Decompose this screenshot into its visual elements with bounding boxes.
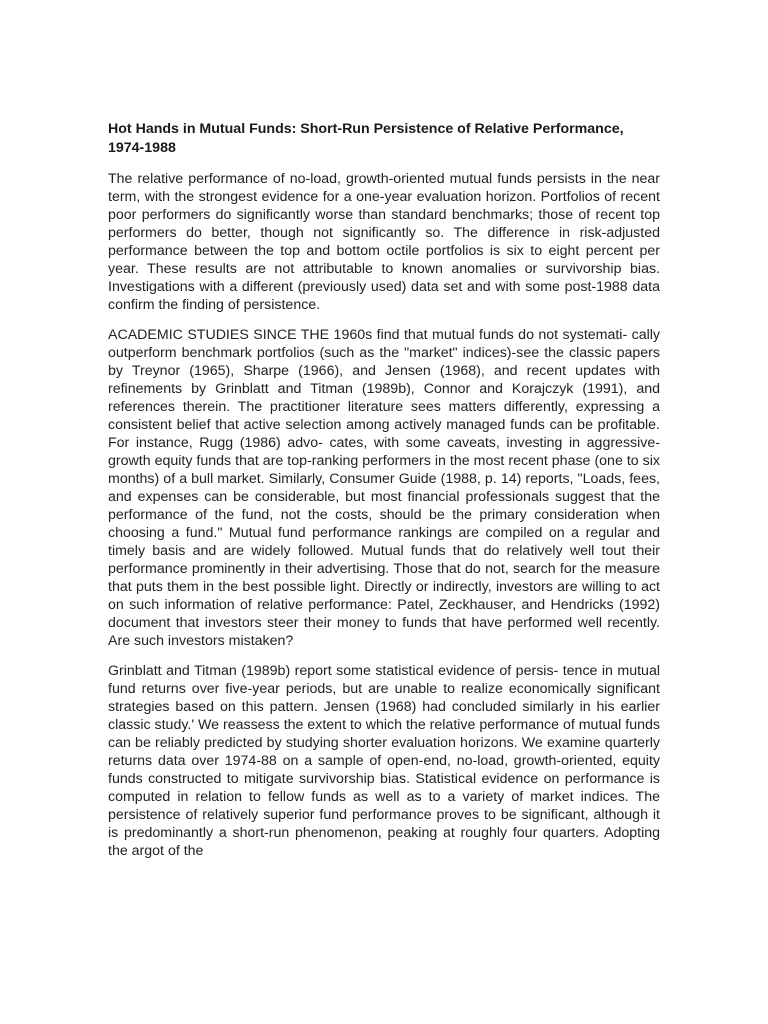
- body-paragraph-1: ACADEMIC STUDIES SINCE THE 1960s find that mutual funds do not systemati- cally outperform benchmark portfolios (such as the "market" indices)-see the classic papers by Treynor (1965), Sharpe (1966), and Jensen (1968), and recent updates with refinements by Grinblatt and Titman (1989b), Connor and Korajczyk (1991), and references therein. The practitioner literature sees matters differently, expressing a consistent belief that active selection among actively managed funds can be profitable. For instance, Rugg (1986) advo- cates, with some caveats, investing in aggressive-growth equity funds that are top-ranking performers in the most recent phase (one to six months) of a bull market. Similarly, Consumer Guide (1988, p. 14) reports, "Loads, fees, and expenses can be considerable, but most financial professionals suggest that the performance of the fund, not the costs, should be the primary consideration when choosing a fund." Mutual fund performance rankings are compiled on a regular and timely basis and are widely followed. Mutual funds that do relatively well tout their performance prominently in their advertising. Those that do not, search for the measure that puts them in the best possible light. Directly or indirectly, investors are willing to act on such information of relative performance: Patel, Zeckhauser, and Hendricks (1992) document that investors steer their money to funds that have performed well recently. Are such investors mistaken?: [108, 327, 660, 649]
- abstract-paragraph: The relative performance of no-load, growth-oriented mutual funds persists in the near term, with the strongest evidence for a one-year evaluation horizon. Portfolios of recent poor performers do significantly worse than standard benchmarks; those of recent top performers do better, though not significantly so. The difference in risk-adjusted performance between the top and bottom octile portfolios is six to eight percent per year. These results are not attributable to known anomalies or survivorship bias. Investigations with a different (previously used) data set and with some post-1988 data confirm the finding of persistence.: [108, 171, 660, 313]
- document-title: Hot Hands in Mutual Funds: Short-Run Persistence of Relative Performance, 1974-1988: [108, 121, 624, 156]
- document-page: [108, 120, 660, 860]
- body-paragraph-2: Grinblatt and Titman (1989b) report some statistical evidence of persis- tence in mutual fund returns over five-year periods, but are unable to realize economically significant strategies based on this pattern. Jensen (1968) had concluded similarly in his earlier classic study.' We reassess the extent to which the relative performance of mutual funds can be reliably predicted by studying shorter evaluation horizons. We examine quarterly returns data over 1974-88 on a sample of open-end, no-load, growth-oriented, equity funds constructed to mitigate survivorship bias. Statistical evidence on performance is computed in relation to fellow funds as well as to a variety of market indices. The persistence of relatively superior fund performance proves to be significant, although it is predominantly a short-run phenomenon, peaking at roughly four quarters. Adopting the argot of the: [108, 663, 660, 859]
